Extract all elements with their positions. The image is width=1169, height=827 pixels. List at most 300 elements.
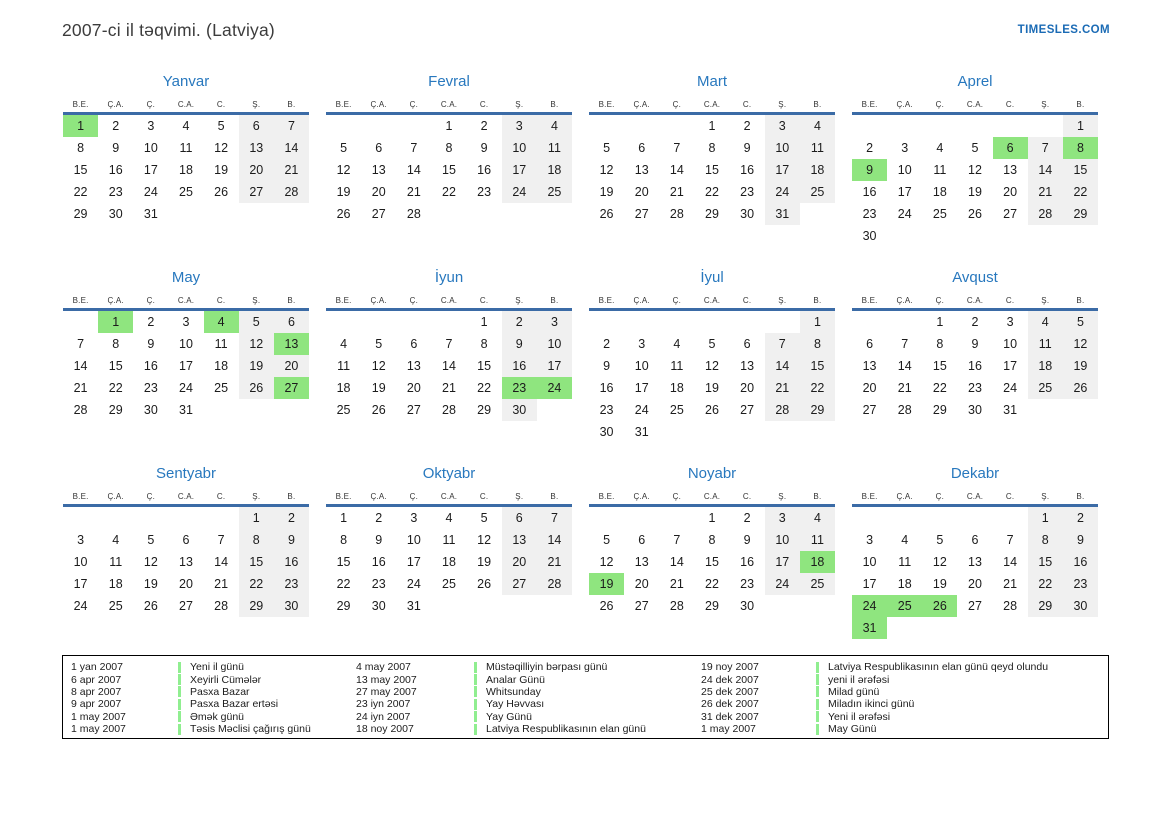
day-cell: 19: [371, 381, 386, 395]
day-cell: 25: [800, 181, 835, 203]
day-cell: 24: [179, 381, 193, 395]
legend-marker-bar: [474, 711, 477, 722]
weekday-header: Ç.: [409, 296, 419, 305]
day-cell: 3: [502, 115, 537, 137]
day-cell-empty: [887, 311, 922, 333]
day-cell: 12: [477, 533, 492, 547]
day-cell: 15: [477, 359, 492, 373]
day-cell: 10: [634, 359, 649, 373]
legend-date: 24 iyn 2007: [356, 710, 411, 723]
month-days: [589, 311, 835, 443]
day-cell-empty: [168, 507, 203, 529]
day-cell: 18: [442, 555, 456, 569]
day-cell: 16: [477, 163, 492, 177]
day-cell: 19: [214, 163, 229, 177]
day-cell: 30: [143, 403, 158, 417]
month-days: [63, 311, 309, 421]
weekday-header: Ç.: [409, 100, 419, 109]
day-cell: 14: [274, 137, 309, 159]
day-cell-empty: [589, 311, 624, 333]
day-cell: 6: [239, 115, 274, 137]
legend-date: 1 may 2007: [71, 710, 126, 723]
month-days: [63, 115, 309, 225]
day-cell: 16: [740, 555, 755, 569]
month-title: Fevral: [428, 73, 470, 90]
holiday-day-cell: 19: [589, 573, 624, 595]
day-cell: 16: [143, 359, 158, 373]
legend-holiday-name: Miladın ikinci günü: [828, 698, 915, 711]
month-title: Oktyabr: [422, 465, 476, 482]
day-cell: 27: [968, 599, 982, 613]
day-cell: 22: [336, 577, 351, 591]
weekday-header: B.: [813, 296, 822, 305]
legend-holiday-name: May Günü: [828, 723, 877, 736]
day-cell: 12: [143, 555, 158, 569]
day-cell: 21: [765, 377, 800, 399]
day-cell: 2: [1063, 507, 1098, 529]
day-cell: 29: [705, 599, 719, 613]
day-cell: 17: [73, 577, 88, 591]
day-cell: 26: [968, 207, 982, 221]
day-cell: 3: [765, 507, 800, 529]
day-cell: 24: [634, 403, 649, 417]
day-cell: 1: [708, 511, 716, 525]
month-fevral: [326, 72, 572, 247]
day-cell: 22: [108, 381, 123, 395]
day-cell: 28: [897, 403, 912, 417]
day-cell: 9: [603, 359, 611, 373]
day-cell: 22: [73, 185, 88, 199]
day-cell: 11: [537, 137, 572, 159]
legend-entry: [356, 711, 701, 723]
legend-marker-bar: [816, 674, 819, 685]
legend-date: 27 may 2007: [356, 685, 417, 698]
month-title: Dekabr: [950, 465, 1000, 482]
month-title: İyun: [434, 269, 464, 286]
day-cell: 14: [442, 359, 456, 373]
day-cell: 17: [143, 163, 158, 177]
day-cell: 17: [502, 159, 537, 181]
weekday-header: Ç.: [935, 492, 945, 501]
day-cell: 9: [480, 141, 488, 155]
day-cell: 24: [502, 181, 537, 203]
day-cell-empty: [326, 115, 361, 137]
day-cell: 2: [274, 507, 309, 529]
day-cell: 13: [634, 163, 649, 177]
weekday-header: Ç.A.: [896, 296, 913, 305]
day-cell: 31: [634, 425, 649, 439]
day-cell: 26: [477, 577, 492, 591]
holiday-day-cell: 24: [537, 377, 572, 399]
legend-marker-bar: [474, 674, 477, 685]
day-cell: 21: [73, 381, 88, 395]
weekday-header: B.: [1076, 296, 1085, 305]
weekday-header: Ç.: [935, 296, 945, 305]
day-cell-empty: [63, 311, 98, 333]
weekday-header: Ç.A.: [107, 296, 124, 305]
day-cell: 1: [1063, 115, 1098, 137]
day-cell: 14: [406, 163, 421, 177]
day-cell: 11: [800, 529, 835, 551]
day-cell: 7: [673, 533, 681, 547]
day-cell: 14: [765, 355, 800, 377]
weekday-header-row: [589, 294, 835, 308]
weekday-header-row: [589, 490, 835, 504]
day-cell: 9: [274, 529, 309, 551]
day-cell: 25: [800, 573, 835, 595]
weekday-header: C.: [742, 296, 752, 305]
legend-entry: [71, 686, 356, 698]
day-cell: 16: [371, 555, 386, 569]
month-days: [589, 507, 835, 617]
legend-date: 23 iyn 2007: [356, 698, 411, 711]
day-cell: 31: [143, 207, 158, 221]
legend-date: 19 noy 2007: [701, 661, 759, 674]
day-cell: 16: [599, 381, 614, 395]
weekday-header: C.: [1005, 296, 1015, 305]
day-cell: 7: [1028, 137, 1063, 159]
legend-entry: [701, 661, 1108, 673]
weekday-header: C.: [742, 100, 752, 109]
weekday-header: Ç.A.: [633, 296, 650, 305]
day-cell: 9: [112, 141, 120, 155]
day-cell: 25: [537, 181, 572, 203]
legend-marker-bar: [816, 686, 819, 697]
day-cell: 29: [239, 595, 274, 617]
weekday-header: B.: [813, 100, 822, 109]
month-aprel: [852, 72, 1098, 247]
month-i̇yun: [326, 268, 572, 443]
day-cell: 19: [932, 577, 947, 591]
day-cell: 20: [740, 381, 755, 395]
day-cell-empty: [396, 311, 431, 333]
holiday-day-cell: 24: [852, 595, 887, 617]
day-cell: 17: [862, 577, 877, 591]
legend-marker-bar: [474, 662, 477, 673]
day-cell: 16: [274, 551, 309, 573]
weekday-header: B.E.: [335, 100, 352, 109]
month-days: [63, 507, 309, 617]
day-cell: 28: [1028, 203, 1063, 225]
weekday-header: B.E.: [72, 100, 89, 109]
day-cell: 27: [634, 599, 649, 613]
weekday-header: B.E.: [861, 296, 878, 305]
day-cell: 4: [112, 533, 120, 547]
legend-column: [71, 661, 356, 738]
weekday-header: Ş.: [515, 492, 524, 501]
day-cell: 30: [1063, 595, 1098, 617]
day-cell-empty: [63, 507, 98, 529]
day-cell: 14: [1028, 159, 1063, 181]
day-cell: 3: [765, 115, 800, 137]
day-cell: 21: [537, 551, 572, 573]
day-cell: 12: [599, 555, 614, 569]
weekday-header: C.A.: [966, 492, 984, 501]
legend-column: [356, 661, 701, 738]
day-cell: 14: [1003, 555, 1018, 569]
day-cell: 17: [1003, 359, 1018, 373]
holiday-day-cell: 1: [98, 311, 133, 333]
day-cell: 22: [705, 185, 719, 199]
site-link[interactable]: TIMESLES.COM: [1017, 24, 1110, 36]
day-cell: 31: [1003, 403, 1018, 417]
day-cell: 29: [108, 403, 123, 417]
weekday-header: C.A.: [177, 100, 195, 109]
day-cell: 20: [634, 185, 649, 199]
legend-holiday-name: Latviya Respublikasının elan günü qeyd olundu: [828, 661, 1049, 674]
day-cell: 29: [477, 403, 492, 417]
day-cell: 30: [371, 599, 386, 613]
day-cell: 21: [669, 185, 684, 199]
day-cell: 11: [179, 141, 193, 155]
weekday-header: Ç.: [935, 100, 945, 109]
weekday-header: Ç.A.: [107, 100, 124, 109]
day-cell-empty: [993, 507, 1028, 529]
day-cell: 12: [371, 359, 386, 373]
day-cell: 24: [143, 185, 158, 199]
day-cell: 6: [274, 311, 309, 333]
page-title: 2007-ci il təqvimi. (Latviya): [62, 20, 275, 40]
day-cell: 9: [743, 533, 751, 547]
day-cell: 7: [537, 507, 572, 529]
day-cell: 6: [410, 337, 418, 351]
day-cell: 8: [480, 337, 488, 351]
day-cell: 2: [971, 315, 979, 329]
day-cell: 26: [1063, 377, 1098, 399]
weekday-header: B.: [550, 296, 559, 305]
day-cell: 24: [1003, 381, 1018, 395]
day-cell: 18: [800, 159, 835, 181]
legend-entry: [701, 698, 1108, 710]
day-cell: 27: [239, 181, 274, 203]
day-cell: 6: [971, 533, 979, 547]
weekday-header: B.: [813, 492, 822, 501]
holiday-day-cell: 31: [852, 617, 887, 639]
weekday-header: B.E.: [598, 296, 615, 305]
legend-date: 26 dek 2007: [701, 698, 759, 711]
weekday-header: B.: [287, 100, 296, 109]
day-cell: 15: [705, 555, 719, 569]
day-cell: 11: [214, 337, 228, 351]
legend-holiday-name: Yeni il günü: [190, 661, 244, 674]
day-cell: 28: [1003, 599, 1018, 613]
day-cell: 26: [239, 377, 274, 399]
day-cell: 23: [599, 403, 614, 417]
day-cell: 10: [897, 163, 912, 177]
day-cell: 23: [108, 185, 123, 199]
day-cell: 31: [406, 599, 421, 613]
day-cell: 17: [765, 159, 800, 181]
day-cell: 14: [537, 529, 572, 551]
weekday-header: Ş.: [778, 492, 787, 501]
day-cell: 15: [705, 163, 719, 177]
day-cell: 22: [1063, 181, 1098, 203]
holiday-day-cell: 27: [274, 377, 309, 399]
month-avqust: [852, 268, 1098, 443]
weekday-header: Ç.: [672, 492, 682, 501]
day-cell-empty: [694, 311, 729, 333]
weekday-header-row: [326, 490, 572, 504]
day-cell: 17: [897, 185, 912, 199]
day-cell: 17: [765, 551, 800, 573]
weekday-header: C.A.: [703, 492, 721, 501]
weekday-header: B.E.: [598, 492, 615, 501]
month-mart: [589, 72, 835, 247]
day-cell: 23: [740, 185, 755, 199]
day-cell: 5: [708, 337, 716, 351]
legend-holiday-name: Milad günü: [828, 685, 880, 698]
day-cell: 30: [740, 599, 755, 613]
weekday-header: C.A.: [703, 100, 721, 109]
day-cell: 29: [932, 403, 947, 417]
day-cell: 7: [673, 141, 681, 155]
weekday-header: Ç.A.: [370, 100, 387, 109]
legend-holiday-name: Whitsunday: [486, 685, 541, 698]
day-cell: 9: [743, 141, 751, 155]
day-cell: 6: [502, 507, 537, 529]
legend-holiday-name: Müstəqilliyin bərpası günü: [486, 661, 608, 674]
month-title: Aprel: [957, 73, 993, 90]
day-cell: 19: [705, 381, 719, 395]
day-cell: 4: [445, 511, 453, 525]
day-cell: 27: [502, 573, 537, 595]
weekday-header: C.A.: [177, 296, 195, 305]
legend-marker-bar: [178, 724, 181, 735]
day-cell: 11: [800, 137, 835, 159]
day-cell: 30: [502, 399, 537, 421]
legend-date: 8 apr 2007: [71, 685, 122, 698]
weekday-header: Ş.: [252, 100, 261, 109]
day-cell: 10: [862, 555, 877, 569]
day-cell: 5: [147, 533, 155, 547]
day-cell-empty: [922, 115, 957, 137]
day-cell: 9: [375, 533, 383, 547]
day-cell: 8: [936, 337, 944, 351]
day-cell: 10: [765, 137, 800, 159]
day-cell: 13: [968, 555, 982, 569]
day-cell: 3: [77, 533, 85, 547]
legend-entry: [701, 673, 1108, 685]
day-cell: 14: [214, 555, 229, 569]
legend-date: 31 dek 2007: [701, 710, 759, 723]
legend-marker-bar: [178, 699, 181, 710]
day-cell: 4: [800, 507, 835, 529]
weekday-header: B.E.: [72, 492, 89, 501]
legend-holiday-name: Yeni il ərəfəsi: [828, 710, 891, 723]
day-cell: 26: [599, 207, 614, 221]
day-cell: 25: [336, 403, 351, 417]
day-cell: 25: [669, 403, 684, 417]
weekday-header: B.E.: [598, 100, 615, 109]
weekday-header: C.: [216, 296, 226, 305]
day-cell: 6: [743, 337, 751, 351]
legend-holiday-name: Analar Günü: [486, 673, 545, 686]
day-cell-empty: [887, 507, 922, 529]
legend-entry: [356, 686, 701, 698]
month-days: [852, 311, 1098, 421]
day-cell: 28: [274, 181, 309, 203]
day-cell: 20: [968, 577, 982, 591]
day-cell: 5: [340, 141, 348, 155]
day-cell: 15: [73, 163, 88, 177]
weekday-header: Ç.A.: [370, 296, 387, 305]
month-title: Mart: [697, 73, 727, 90]
day-cell: 3: [537, 311, 572, 333]
day-cell: 24: [765, 181, 800, 203]
day-cell: 21: [406, 185, 421, 199]
day-cell: 27: [1003, 207, 1018, 221]
holiday-day-cell: 8: [1063, 137, 1098, 159]
day-cell: 15: [239, 551, 274, 573]
day-cell: 23: [371, 577, 386, 591]
weekday-header: C.: [1005, 100, 1015, 109]
weekday-header-row: [852, 98, 1098, 112]
weekday-header-row: [852, 490, 1098, 504]
day-cell: 4: [800, 115, 835, 137]
weekday-header: Ş.: [1041, 492, 1050, 501]
day-cell: 15: [932, 359, 947, 373]
weekday-header-row: [63, 490, 309, 504]
day-cell: 17: [179, 359, 193, 373]
legend-entry: [701, 686, 1108, 698]
day-cell: 21: [274, 159, 309, 181]
day-cell: 16: [1063, 551, 1098, 573]
day-cell: 14: [73, 359, 88, 373]
day-cell: 23: [1063, 573, 1098, 595]
month-yanvar: [63, 72, 309, 247]
day-cell: 11: [109, 555, 123, 569]
day-cell-empty: [589, 115, 624, 137]
day-cell: 7: [445, 337, 453, 351]
day-cell-empty: [765, 311, 800, 333]
day-cell: 2: [603, 337, 611, 351]
day-cell: 14: [897, 359, 912, 373]
day-cell: 7: [217, 533, 225, 547]
month-days: [852, 115, 1098, 247]
holiday-day-cell: 9: [852, 159, 887, 181]
day-cell: 29: [73, 207, 88, 221]
day-cell: 21: [669, 577, 684, 591]
day-cell: 18: [897, 577, 912, 591]
legend-date: 18 noy 2007: [356, 723, 414, 736]
day-cell: 13: [179, 555, 193, 569]
day-cell: 25: [1028, 377, 1063, 399]
legend-holiday-name: Pasxa Bazar ertəsi: [190, 698, 279, 711]
day-cell: 5: [480, 511, 488, 525]
weekday-header: Ç.: [672, 100, 682, 109]
month-days: [589, 115, 835, 225]
day-cell: 28: [765, 399, 800, 421]
day-cell: 20: [371, 185, 386, 199]
day-cell: 20: [274, 355, 309, 377]
day-cell: 2: [502, 311, 537, 333]
legend-holiday-name: Latviya Respublikasının elan günü: [486, 723, 646, 736]
day-cell: 24: [765, 573, 800, 595]
day-cell-empty: [624, 507, 659, 529]
day-cell: 8: [1028, 529, 1063, 551]
day-cell: 3: [410, 511, 418, 525]
day-cell: 5: [971, 141, 979, 155]
day-cell: 10: [406, 533, 421, 547]
day-cell: 19: [336, 185, 351, 199]
day-cell: 3: [182, 315, 190, 329]
day-cell: 19: [239, 355, 274, 377]
day-cell: 19: [1063, 355, 1098, 377]
legend-entry: [356, 698, 701, 710]
day-cell: 27: [179, 599, 193, 613]
day-cell: 1: [445, 119, 453, 133]
day-cell-empty: [133, 507, 168, 529]
